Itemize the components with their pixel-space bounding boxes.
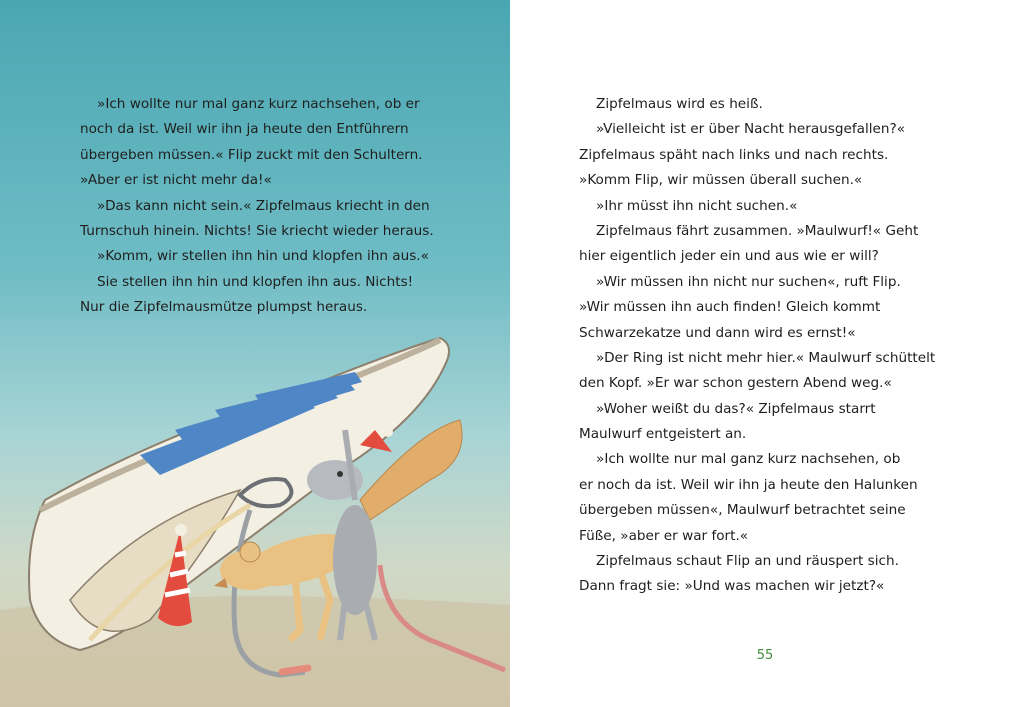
text-line: Zipfelmaus späht nach links und nach rechts. [579, 146, 889, 163]
text-line: Sie stellen ihn hin und klopfen ihn aus. Nichts! [97, 273, 414, 290]
text-line: Schwarzekatze und dann wird es ernst!« [579, 324, 856, 341]
text-line: Turnschuh hinein. Nichts! Sie kriecht wieder heraus. [80, 222, 434, 239]
text-line: »Komm, wir stellen ihn hin und klopfen ihn aus.« [97, 248, 429, 265]
text-line: »Aber er ist nicht mehr da!« [80, 172, 272, 189]
text-line: Zipfelmaus schaut Flip an und räuspert sich. [596, 553, 899, 570]
text-line: noch da ist. Weil wir ihn ja heute den Entführern [80, 121, 409, 138]
text-line: »Vielleicht ist er über Nacht herausgefallen?« [596, 121, 906, 138]
right-page [510, 0, 1020, 707]
text-line: Dann fragt sie: »Und was machen wir jetzt?« [579, 578, 885, 595]
text-line: den Kopf. »Er war schon gestern Abend weg.« [579, 375, 892, 392]
text-line: »Komm Flip, wir müssen überall suchen.« [579, 172, 863, 189]
text-line: »Ich wollte nur mal ganz kurz nachsehen, ob er [97, 96, 420, 112]
text-line: übergeben müssen.« Flip zuckt mit den Schultern. [80, 146, 423, 163]
text-line: Zipfelmaus wird es heiß. [596, 96, 763, 112]
text-line: Zipfelmaus fährt zusammen. »Maulwurf!« Geht [596, 222, 919, 239]
text-line: hier eigentlich jeder ein und aus wie er will? [579, 248, 879, 265]
left-page-text [80, 92, 460, 321]
text-line: »Ich wollte nur mal ganz kurz nachsehen, ob [596, 451, 901, 468]
text-line: »Wir müssen ihn nicht nur suchen«, ruft Flip. [596, 273, 901, 290]
text-line: »Der Ring ist nicht mehr hier.« Maulwurf schüttelt [596, 349, 936, 366]
text-line: »Das kann nicht sein.« Zipfelmaus kriecht in den [97, 197, 430, 214]
text-line: Nur die Zipfelmausmütze plumpst heraus. [80, 299, 368, 316]
text-line: er noch da ist. Weil wir ihn ja heute den Halunken [579, 476, 918, 493]
text-line: übergeben müssen«, Maulwurf betrachtet seine [579, 502, 906, 519]
text-line: »Woher weißt du das?« Zipfelmaus starrt [596, 400, 876, 417]
text-line: Maulwurf entgeistert an. [579, 426, 747, 443]
page-number: 55 [756, 648, 774, 663]
text-line: »Ihr müsst ihn nicht suchen.« [596, 197, 798, 214]
right-page-text [579, 92, 959, 600]
text-line: Füße, »aber er war fort.« [579, 527, 749, 544]
text-line: »Wir müssen ihn auch finden! Gleich kommt [579, 299, 881, 316]
